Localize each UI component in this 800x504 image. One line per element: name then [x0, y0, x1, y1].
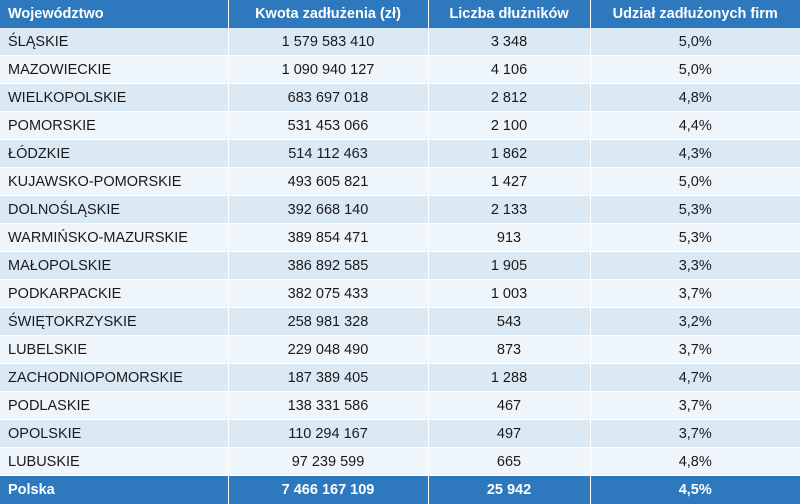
column-header-udzial: Udział zadłużonych firm — [590, 0, 800, 28]
cell-wojewodztwo: PODLASKIE — [0, 392, 228, 420]
cell-dluznicy: 2 100 — [428, 112, 590, 140]
column-header-kwota: Kwota zadłużenia (zł) — [228, 0, 428, 28]
total-row — [0, 476, 800, 504]
table-body — [0, 28, 800, 476]
table-header-row — [0, 0, 800, 28]
cell-wojewodztwo: DOLNOŚLĄSKIE — [0, 196, 228, 224]
cell-wojewodztwo: PODKARPACKIE — [0, 280, 228, 308]
table-row — [0, 280, 800, 308]
cell-kwota: 1 579 583 410 — [228, 28, 428, 56]
table-row — [0, 196, 800, 224]
cell-dluznicy: 1 905 — [428, 252, 590, 280]
cell-udzial: 5,3% — [590, 196, 800, 224]
table-row — [0, 336, 800, 364]
cell-kwota: 258 981 328 — [228, 308, 428, 336]
cell-kwota: 514 112 463 — [228, 140, 428, 168]
table-row — [0, 140, 800, 168]
cell-wojewodztwo: ŚLĄSKIE — [0, 28, 228, 56]
cell-dluznicy: 467 — [428, 392, 590, 420]
cell-dluznicy: 913 — [428, 224, 590, 252]
cell-kwota: 683 697 018 — [228, 84, 428, 112]
cell-wojewodztwo: WIELKOPOLSKIE — [0, 84, 228, 112]
cell-dluznicy: 497 — [428, 420, 590, 448]
cell-kwota: 97 239 599 — [228, 448, 428, 476]
cell-dluznicy: 2 812 — [428, 84, 590, 112]
cell-wojewodztwo: ŚWIĘTOKRZYSKIE — [0, 308, 228, 336]
cell-kwota: 187 389 405 — [228, 364, 428, 392]
table-row — [0, 224, 800, 252]
cell-udzial: 4,8% — [590, 84, 800, 112]
cell-kwota: 531 453 066 — [228, 112, 428, 140]
cell-dluznicy: 1 003 — [428, 280, 590, 308]
cell-udzial: 5,0% — [590, 28, 800, 56]
cell-udzial: 5,3% — [590, 224, 800, 252]
table-footer — [0, 476, 800, 504]
cell-wojewodztwo: MAŁOPOLSKIE — [0, 252, 228, 280]
table-row — [0, 392, 800, 420]
cell-udzial: 4,7% — [590, 364, 800, 392]
total-kwota: 7 466 167 109 — [228, 476, 428, 504]
cell-kwota: 493 605 821 — [228, 168, 428, 196]
cell-udzial: 4,4% — [590, 112, 800, 140]
cell-wojewodztwo: OPOLSKIE — [0, 420, 228, 448]
cell-wojewodztwo: POMORSKIE — [0, 112, 228, 140]
cell-wojewodztwo: ŁÓDZKIE — [0, 140, 228, 168]
cell-dluznicy: 4 106 — [428, 56, 590, 84]
cell-dluznicy: 873 — [428, 336, 590, 364]
cell-wojewodztwo: WARMIŃSKO-MAZURSKIE — [0, 224, 228, 252]
cell-kwota: 1 090 940 127 — [228, 56, 428, 84]
column-header-wojewodztwo: Województwo — [0, 0, 228, 28]
cell-wojewodztwo: MAZOWIECKIE — [0, 56, 228, 84]
cell-wojewodztwo: ZACHODNIOPOMORSKIE — [0, 364, 228, 392]
table-row — [0, 364, 800, 392]
cell-wojewodztwo: KUJAWSKO-POMORSKIE — [0, 168, 228, 196]
table-row — [0, 308, 800, 336]
cell-udzial: 3,2% — [590, 308, 800, 336]
cell-udzial: 3,7% — [590, 392, 800, 420]
table-row — [0, 420, 800, 448]
total-label: Polska — [0, 476, 228, 504]
cell-udzial: 4,3% — [590, 140, 800, 168]
cell-udzial: 3,3% — [590, 252, 800, 280]
cell-udzial: 5,0% — [590, 168, 800, 196]
cell-kwota: 382 075 433 — [228, 280, 428, 308]
table-row — [0, 252, 800, 280]
cell-kwota: 389 854 471 — [228, 224, 428, 252]
table-row — [0, 112, 800, 140]
cell-udzial: 4,8% — [590, 448, 800, 476]
cell-wojewodztwo: LUBUSKIE — [0, 448, 228, 476]
cell-udzial: 3,7% — [590, 280, 800, 308]
cell-dluznicy: 2 133 — [428, 196, 590, 224]
cell-kwota: 386 892 585 — [228, 252, 428, 280]
cell-udzial: 3,7% — [590, 336, 800, 364]
table-header — [0, 0, 800, 28]
cell-wojewodztwo: LUBELSKIE — [0, 336, 228, 364]
cell-kwota: 392 668 140 — [228, 196, 428, 224]
cell-dluznicy: 543 — [428, 308, 590, 336]
total-udzial: 4,5% — [590, 476, 800, 504]
cell-kwota: 138 331 586 — [228, 392, 428, 420]
total-dluznicy: 25 942 — [428, 476, 590, 504]
table-row — [0, 168, 800, 196]
table-row — [0, 28, 800, 56]
cell-kwota: 229 048 490 — [228, 336, 428, 364]
cell-udzial: 5,0% — [590, 56, 800, 84]
table-row — [0, 448, 800, 476]
table-row — [0, 84, 800, 112]
cell-dluznicy: 1 427 — [428, 168, 590, 196]
cell-dluznicy: 1 862 — [428, 140, 590, 168]
cell-dluznicy: 1 288 — [428, 364, 590, 392]
cell-dluznicy: 665 — [428, 448, 590, 476]
table-row — [0, 56, 800, 84]
cell-dluznicy: 3 348 — [428, 28, 590, 56]
cell-udzial: 3,7% — [590, 420, 800, 448]
cell-kwota: 110 294 167 — [228, 420, 428, 448]
column-header-dluznicy: Liczba dłużników — [428, 0, 590, 28]
